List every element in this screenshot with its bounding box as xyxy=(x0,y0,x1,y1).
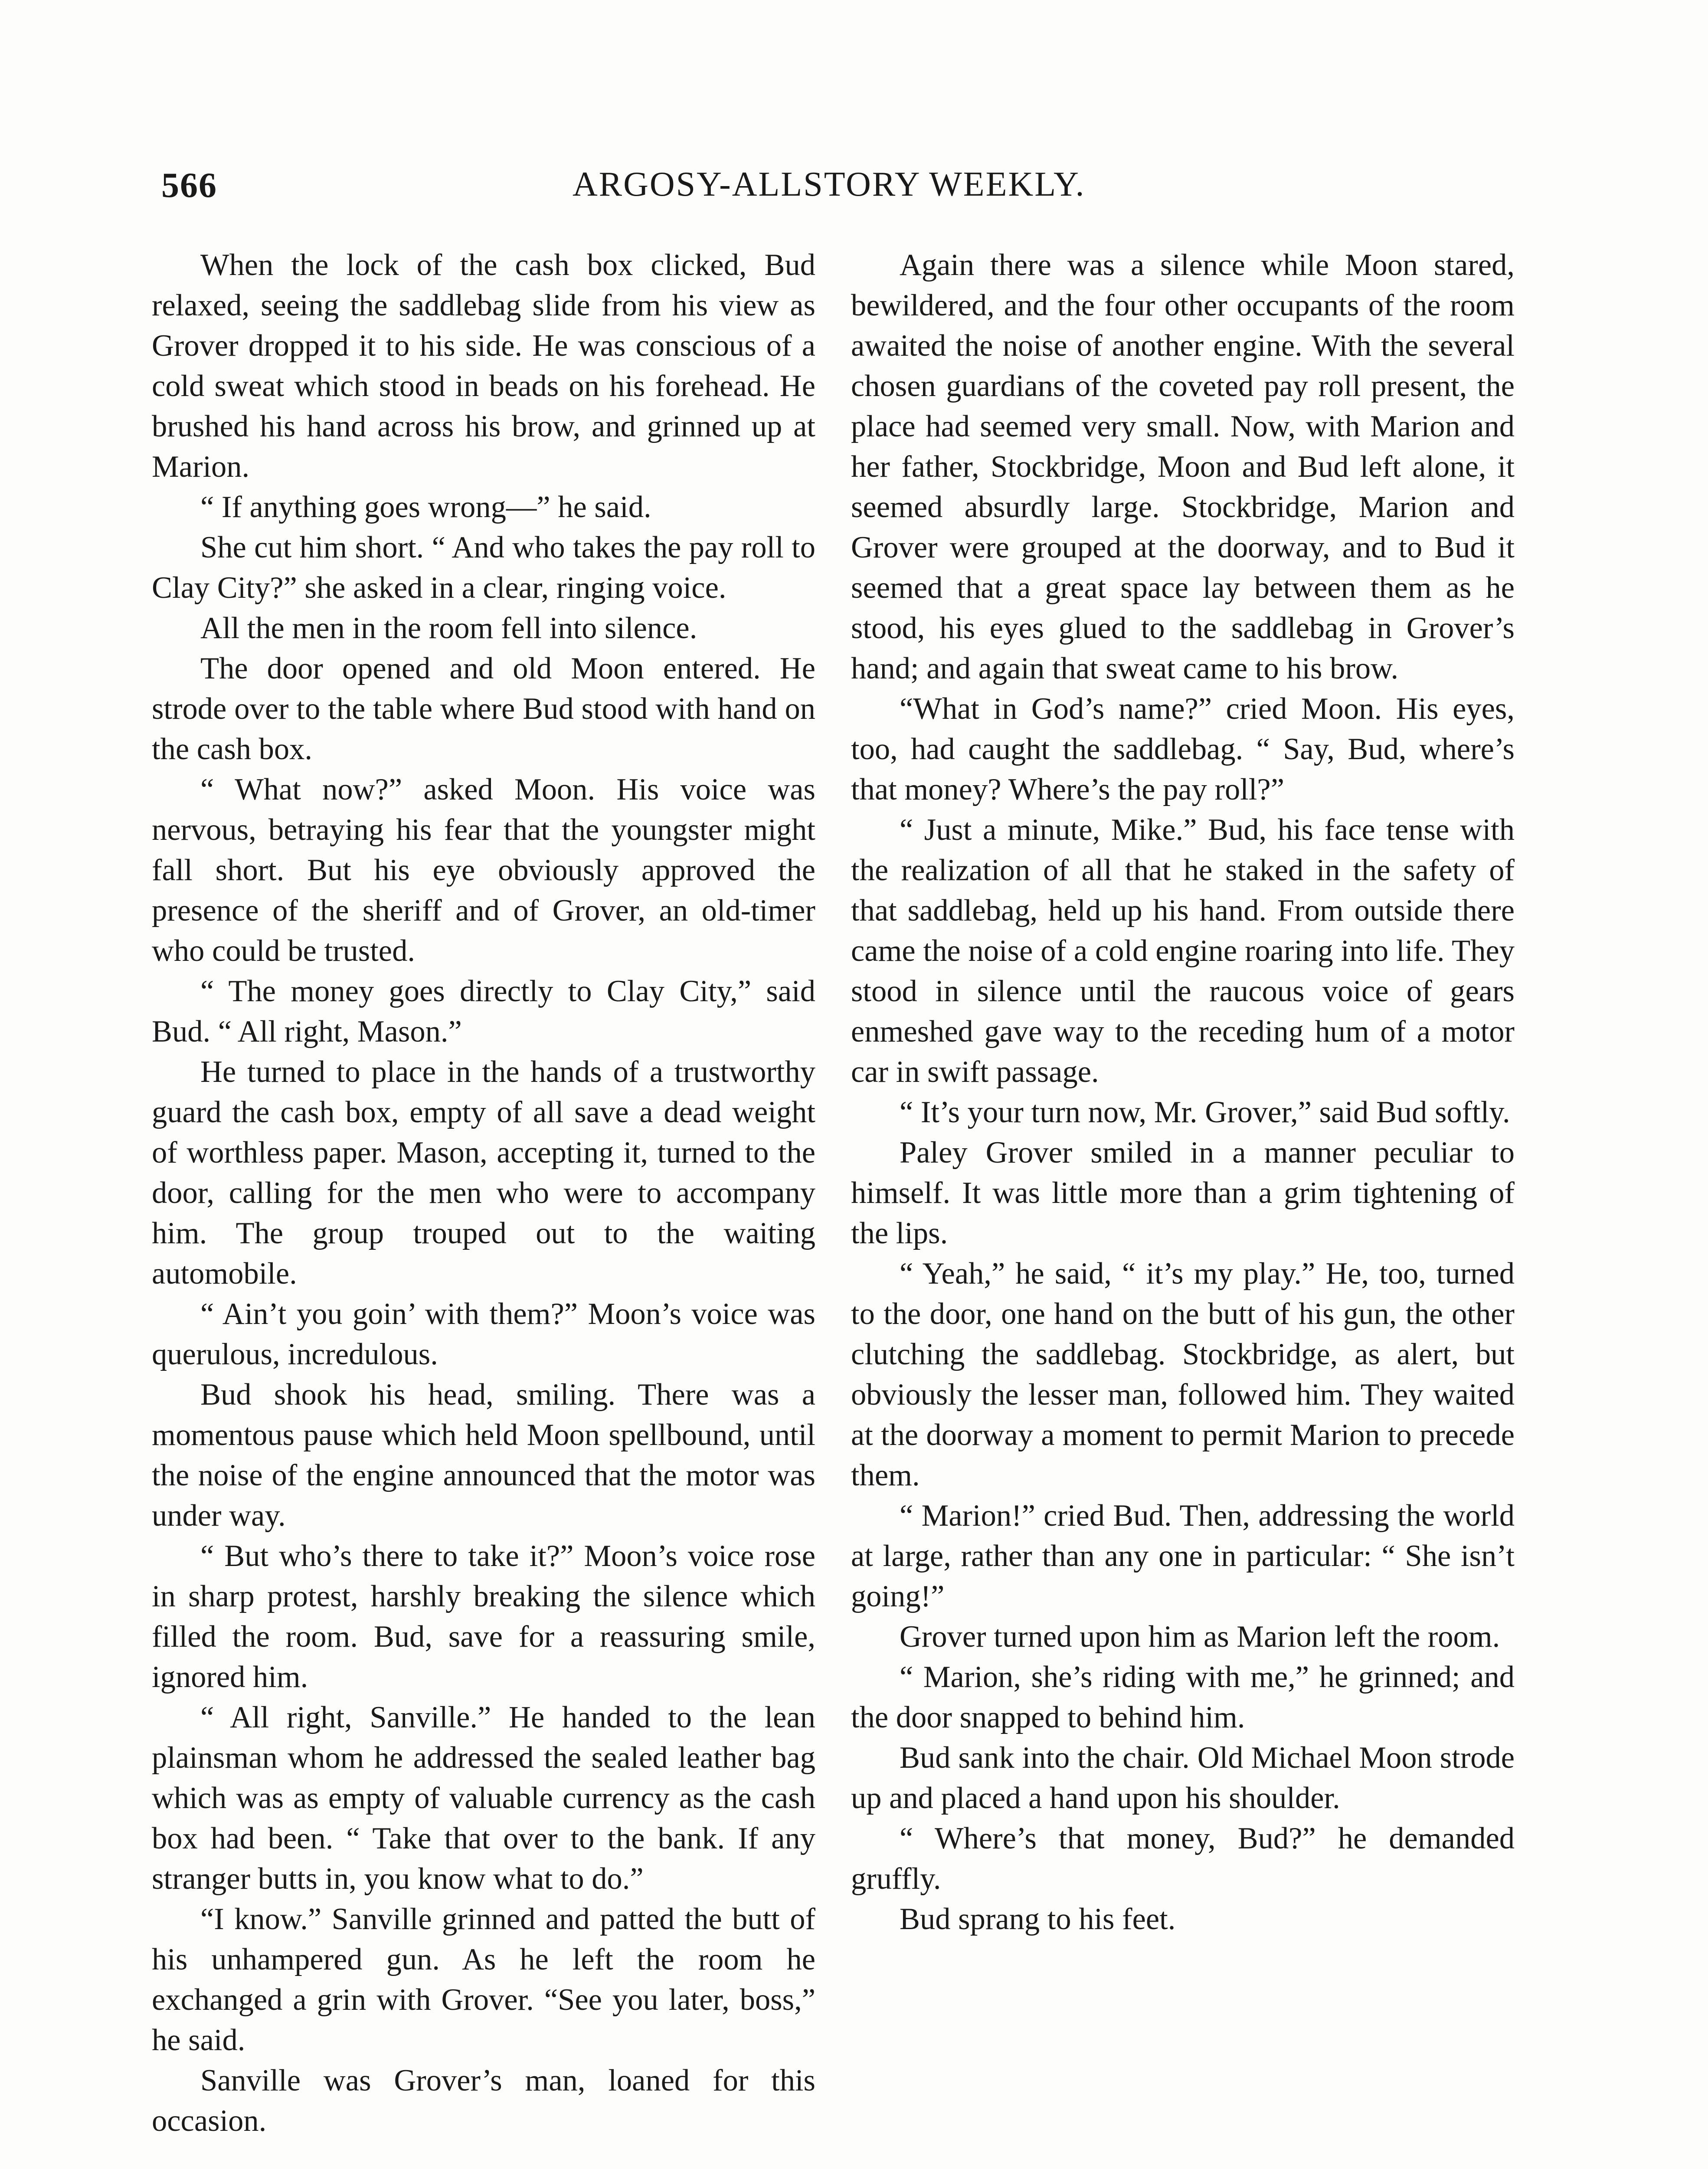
paragraph: “I know.” Sanville grinned and patted the butt of his unhampered gun. As he left the room he exchanged a grin with Grover. “See you later, boss,” he said. xyxy=(152,1902,815,2057)
paragraph: When the lock of the cash box clicked, Bud relaxed, seeing the saddlebag slide from his view as Grover dropped it to his side. He was conscious of a cold sweat which stood in beads on his forehead. He brushed his hand across his brow, and grinned up at Marion. xyxy=(152,248,815,484)
paragraph: “ If anything goes wrong—” he said. xyxy=(200,490,651,524)
right-column xyxy=(851,245,1515,1940)
paragraph: “ Where’s that money, Bud?” he demanded gruffly. xyxy=(851,1822,1515,1896)
running-title: ARGOSY-ALLSTORY WEEKLY. xyxy=(573,165,1086,203)
paragraph: She cut him short. “ And who takes the pay roll to Clay City?” she asked in a clear, ringing voice. xyxy=(152,531,815,605)
page-number: 566 xyxy=(161,165,217,205)
paragraph: The door opened and old Moon entered. He strode over to the table where Bud stood with hand on the cash box. xyxy=(152,652,815,766)
paragraph: He turned to place in the hands of a trustworthy guard the cash box, empty of all save a dead weight of worthless paper. Mason, accepting it, turned to the door, calling for the men who were to accompany him. The group trouped out to the waiting automobile. xyxy=(152,1055,815,1291)
paragraph: “What in God’s name?” cried Moon. His eyes, too, had caught the saddlebag. “ Say, Bud, where’s that money? Where’s the pay roll?” xyxy=(851,692,1515,806)
paragraph: Bud sprang to his feet. xyxy=(900,1902,1176,1936)
paragraph: Sanville was Grover’s man, loaned for this occasion. xyxy=(152,2064,815,2138)
paragraph: “ Ain’t you goin’ with them?” Moon’s voice was querulous, incredulous. xyxy=(152,1297,815,1371)
paragraph: Again there was a silence while Moon stared, bewildered, and the four other occupants of the room awaited the noise of another engine. With the several chosen guardians of the coveted pay roll present, the place had seemed very small. Now, with Marion and her father, Stockbridge, Moon and Bud left alone, it seemed absurdly large. Stockbridge, Marion and Grover were grouped at the doorway, and to Bud it seemed that a great space lay between them as he stood, his eyes glued to the saddlebag in Grover’s hand; and again that sweat came to his brow. xyxy=(851,248,1515,685)
paragraph: Paley Grover smiled in a manner peculiar to himself. It was little more than a grim tightening of the lips. xyxy=(851,1136,1515,1250)
paragraph: Grover turned upon him as Marion left the room. xyxy=(900,1620,1500,1654)
paragraph: “ The money goes directly to Clay City,” said Bud. “ All right, Mason.” xyxy=(152,974,815,1048)
paragraph: Bud sank into the chair. Old Michael Moon strode up and placed a hand upon his shoulder. xyxy=(851,1741,1515,1815)
paragraph: “ All right, Sanville.” He handed to the lean plainsman whom he addressed the sealed leather bag which was as empty of valuable currency as the cash box had been. “ Take that over to the bank. If any stranger butts in, you know what to do.” xyxy=(152,1700,815,1896)
paragraph: “ Marion, she’s riding with me,” he grinned; and the door snapped to behind him. xyxy=(851,1660,1515,1734)
paragraph: Bud shook his head, smiling. There was a momentous pause which held Moon spellbound, until the noise of the engine announced that the motor was under way. xyxy=(152,1378,815,1533)
paragraph: “ Just a minute, Mike.” Bud, his face tense with the realization of all that he staked in the safety of that saddlebag, held up his hand. From outside there came the noise of a cold engine roaring into life. They stood in silence until the raucous voice of gears enmeshed gave way to the receding hum of a motor car in swift passage. xyxy=(851,813,1515,1089)
page-header xyxy=(0,165,1708,217)
left-column xyxy=(152,245,815,2141)
paragraph: “ But who’s there to take it?” Moon’s voice rose in sharp protest, harshly breaking the silence which filled the room. Bud, save for a reassuring smile, ignored him. xyxy=(152,1539,815,1694)
paragraph: “ What now?” asked Moon. His voice was nervous, betraying his fear that the youngster might fall short. But his eye obviously approved the presence of the sheriff and of Grover, an old-timer who could be trusted. xyxy=(152,773,815,968)
paragraph: “ Yeah,” he said, “ it’s my play.” He, too, turned to the door, one hand on the butt of his gun, the other clutching the saddlebag. Stockbridge, as alert, but obviously the lesser man, followed him. They waited at the doorway a moment to permit Marion to precede them. xyxy=(851,1257,1515,1492)
paragraph: “ It’s your turn now, Mr. Grover,” said Bud softly. xyxy=(900,1095,1510,1129)
paragraph: “ Marion!” cried Bud. Then, addressing the world at large, rather than any one in particular: “ She isn’t going!” xyxy=(851,1499,1515,1613)
paragraph: All the men in the room fell into silence. xyxy=(200,611,697,645)
